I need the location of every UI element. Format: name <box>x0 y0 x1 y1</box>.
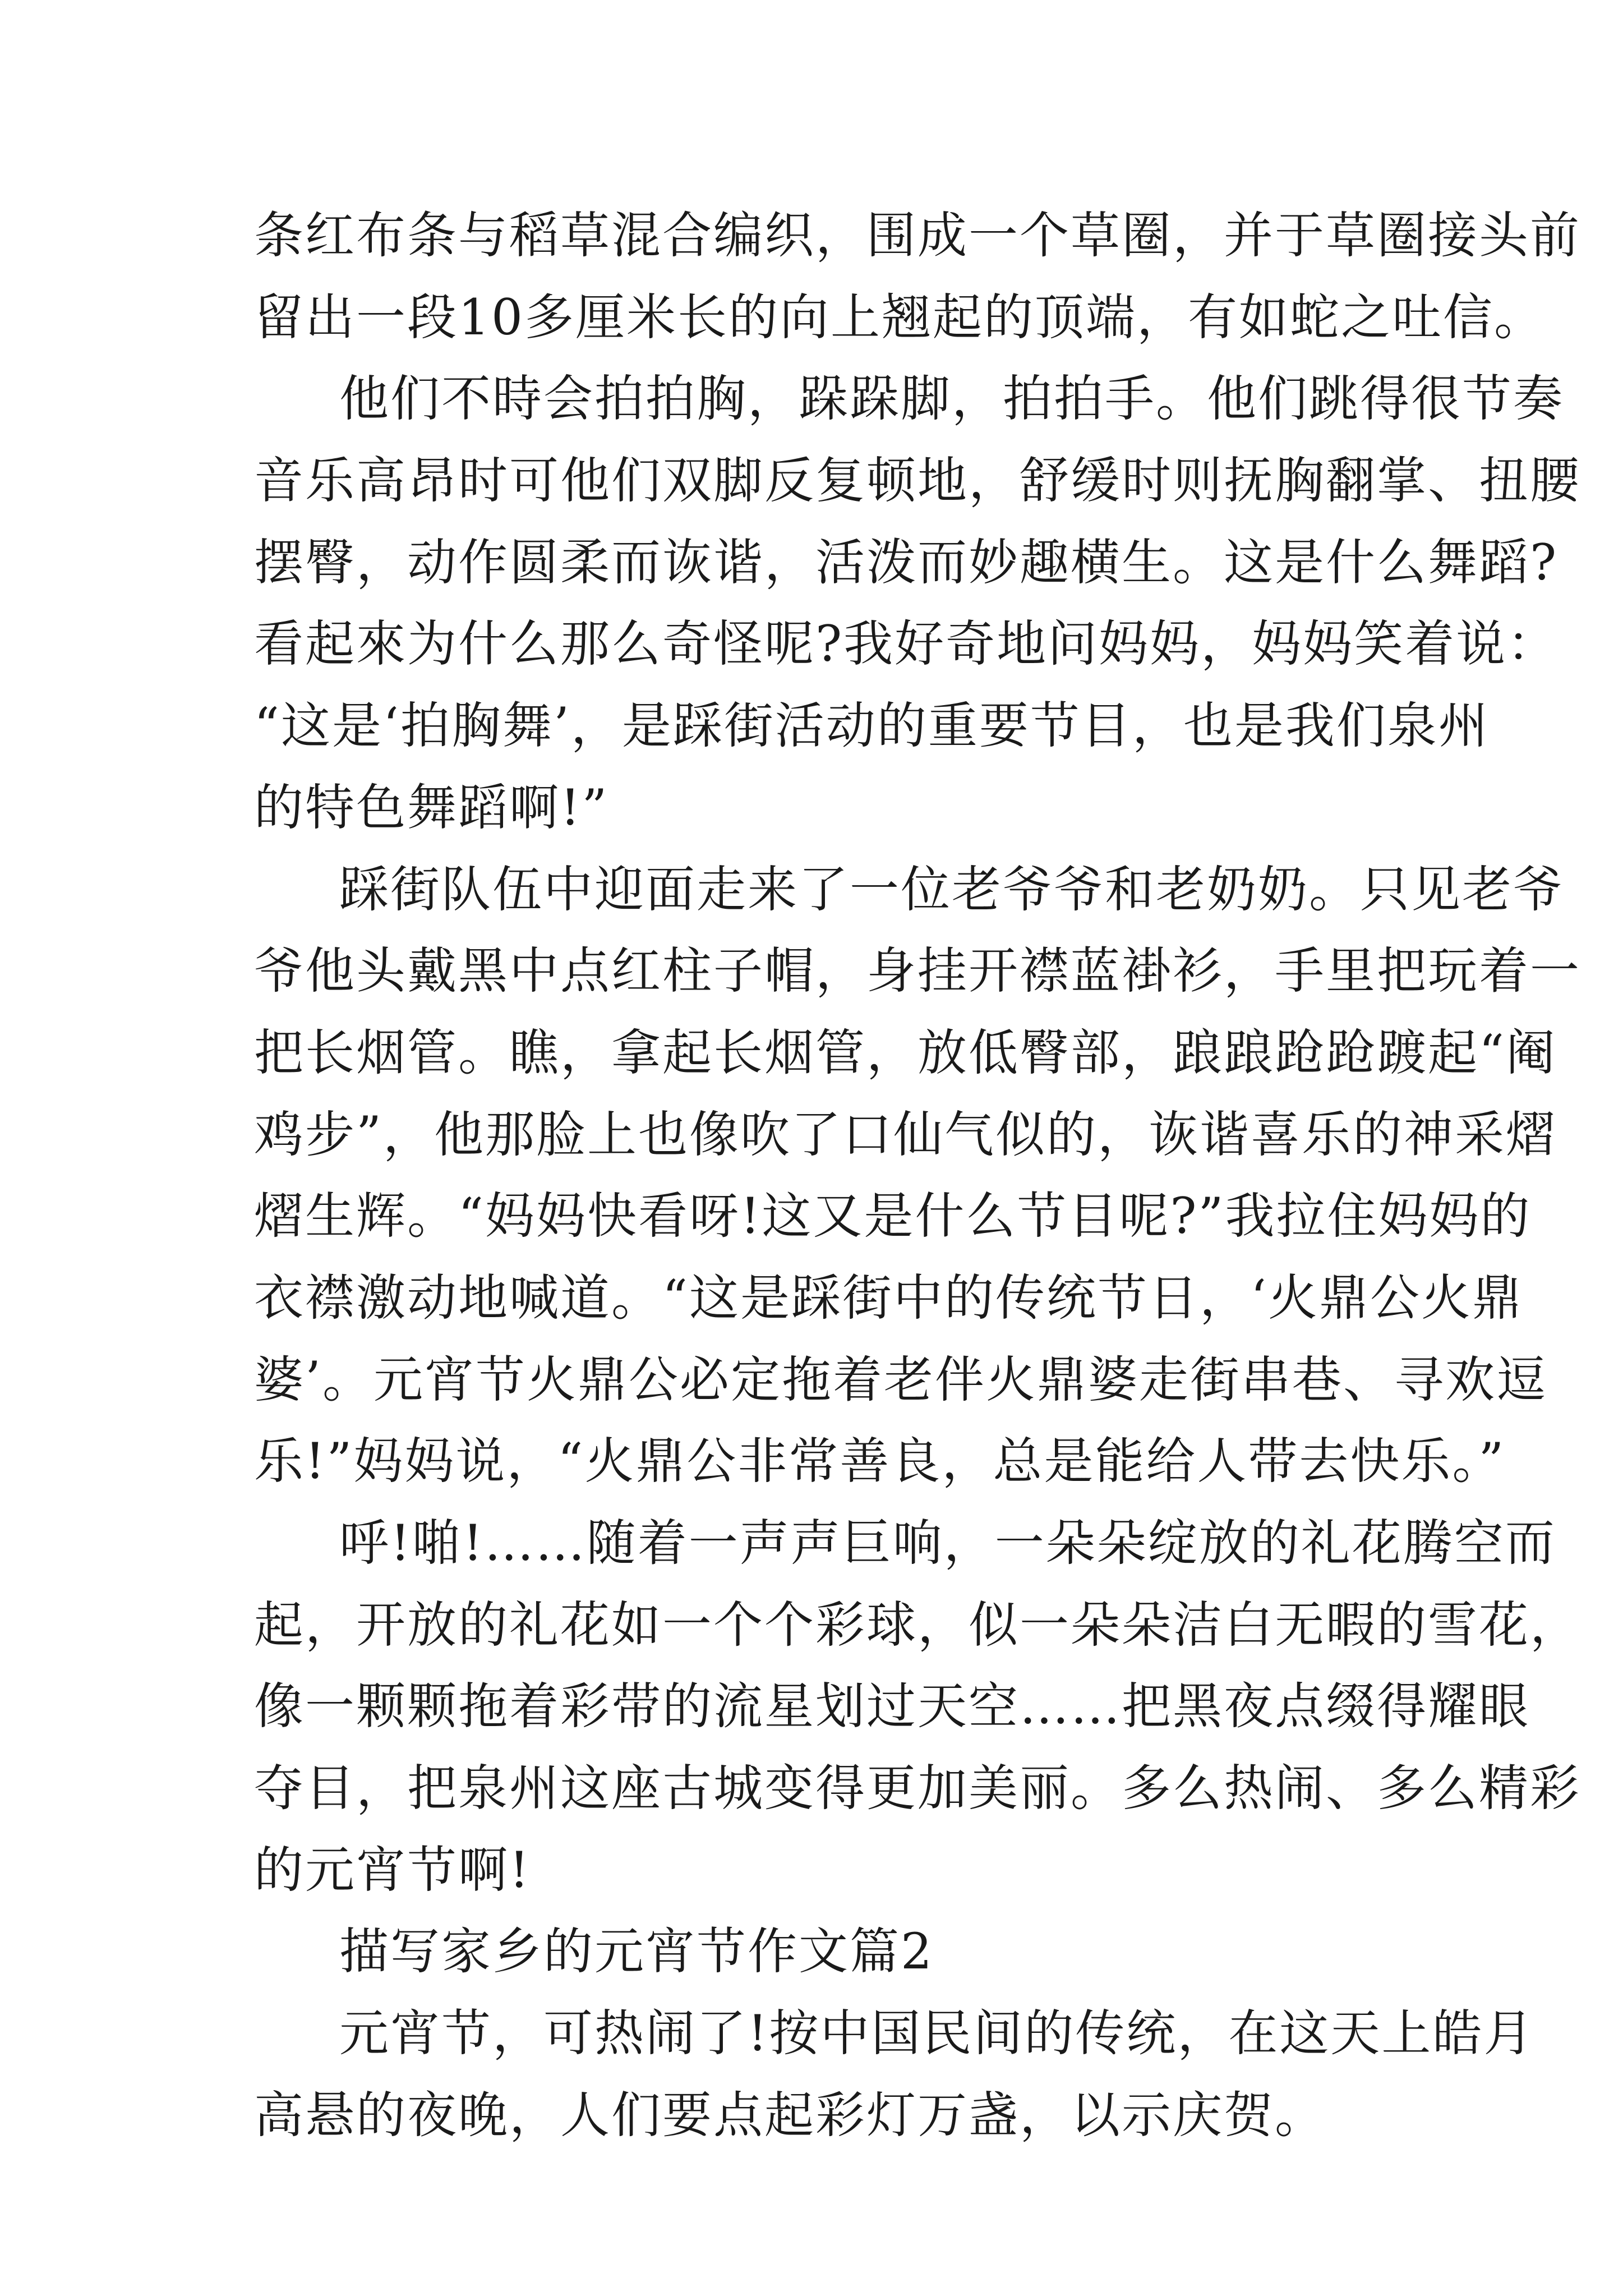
paragraph <box>254 195 1581 358</box>
paragraph <box>254 1993 1535 2156</box>
paragraph-first-line: 条红布条与稻草混合编织，围成一个草圈，并于草圈接头前 <box>254 206 1581 264</box>
paragraph <box>254 358 1581 848</box>
paragraph-line: 的元宵节啊! <box>254 1841 531 1899</box>
paragraph-line: 的特色舞蹈啊!” <box>254 778 609 836</box>
paragraph-first-line: 他们不時会拍拍胸，跺跺脚，拍拍手。他们跳得很节奏 <box>339 370 1565 428</box>
paragraph <box>254 1502 1581 1911</box>
paragraph-line: “这是‘拍胸舞’，是踩街活动的重要节目，也是我们泉州 <box>254 697 1490 755</box>
paragraph-line: 夺目，把泉州这座古城变得更加美丽。多么热闹、多么精彩 <box>254 1759 1581 1818</box>
paragraph-line: 高悬的夜晚，人们要点起彩灯万盏，以示庆贺。 <box>254 2086 1326 2144</box>
paragraph-line: 熠生辉。“妈妈快看呀!这又是什么节目呢?”我拉住妈妈的 <box>254 1187 1532 1245</box>
paragraph-line: 摆臀，动作圆柔而诙谐，活泼而妙趣横生。这是什么舞蹈? <box>254 533 1559 591</box>
paragraph-line: 把长烟管。瞧，拿起长烟管，放低臀部，踉踉跄跄踱起“阉 <box>254 1023 1557 1082</box>
paragraph-line: 像一颗颗拖着彩带的流星划过天空……把黑夜点缀得耀眼 <box>254 1677 1530 1736</box>
paragraph-first-line: 呼!啪!……随着一声声巨响，一朵朵绽放的礼花腾空而 <box>339 1514 1556 1572</box>
paragraph-line: 乐!”妈妈说，“火鼎公非常善良，总是能给人带去快乐。” <box>254 1432 1506 1490</box>
paragraph-line: 衣襟激动地喊道。“这是踩街中的传统节日，‘火鼎公火鼎 <box>254 1268 1523 1327</box>
paragraph-line: 鸡步”，他那脸上也像吹了口仙气似的，诙谐喜乐的神采熠 <box>254 1105 1557 1163</box>
paragraph-line: 留出一段10多厘米长的向上翘起的顶端，有如蛇之吐信。 <box>254 288 1545 346</box>
paragraph <box>254 849 1581 1503</box>
paragraph <box>254 1911 1387 1993</box>
body-text <box>254 195 1581 2156</box>
paragraph-line: 婆’。元宵节火鼎公必定拖着老伴火鼎婆走街串巷、寻欢逗 <box>254 1350 1547 1409</box>
paragraph-line: 起，开放的礼花如一个个彩球，似一朵朵洁白无暇的雪花， <box>254 1595 1581 1654</box>
paragraph-first-line: 元宵节，可热闹了!按中国民间的传统，在这天上皓月 <box>339 2004 1535 2063</box>
paragraph-line: 爷他头戴黑中点红柱子帽，身挂开襟蓝褂衫，手里把玩着一 <box>254 942 1581 1000</box>
paragraph-line: 看起來为什么那么奇怪呢?我好奇地问妈妈，妈妈笑着说： <box>254 615 1559 673</box>
paragraph-line: 音乐高昂时可他们双脚反复顿地，舒缓时则抚胸翻掌、扭腰 <box>254 452 1581 510</box>
paragraph-first-line: 踩街队伍中迎面走来了一位老爷爷和老奶奶。只见老爷 <box>339 860 1565 918</box>
paragraph-first-line: 描写家乡的元宵节作文篇2 <box>339 1922 934 1981</box>
